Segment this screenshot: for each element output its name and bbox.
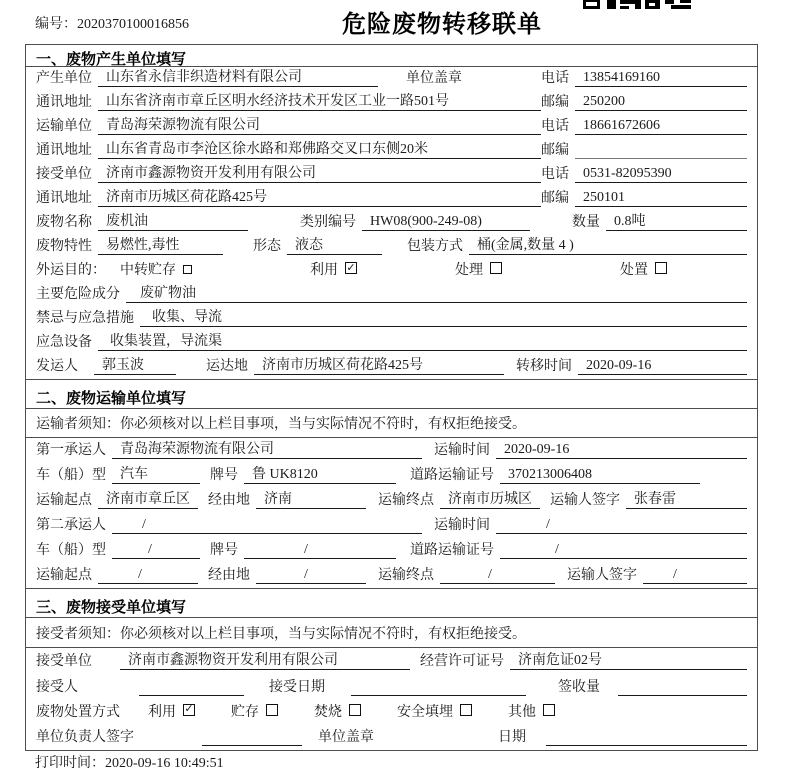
checkbox-icon [460,704,472,716]
producer-phone-value: 13854169160 [575,70,747,87]
producer-unit-value: 山东省永信非织造材料有限公司 [98,66,378,87]
disposal-option-utilize [148,701,195,721]
disposal-option-incinerate [314,701,361,721]
road-permit-2-value: / [500,542,747,559]
date-value [546,745,747,746]
field-label: 运输单位 [36,119,92,134]
receiver-phone-value: 0531-82095390 [575,166,747,183]
date-label: 日期 [498,730,526,745]
transfer-time-label: 转移时间 [516,359,572,374]
checkbox-icon [543,704,555,716]
left-group [36,138,541,159]
transport-time-label: 运输时间 [434,518,490,533]
zip-label: 邮编 [541,95,569,110]
plate-label: 牌号 [210,543,238,558]
zip-label: 邮编 [541,191,569,206]
hazard-component-value: 废矿物油 [126,282,747,303]
plate-value: 鲁 UK8120 [244,463,396,484]
category-code-value: HW08(900-249-08) [362,214,530,231]
transport-unit-value: 青岛海荣源物流有限公司 [98,114,541,135]
waste-name-value: 废机油 [98,210,248,231]
checkbox-label: 贮存 [231,704,259,720]
field-label: 接受人 [36,680,78,695]
route-end-label: 运输终点 [378,568,434,583]
disposal-option-other [508,701,555,721]
purpose-option-storage [120,259,192,279]
road-permit-value: 370213006408 [500,467,700,484]
field-label: 接受单位 [36,654,92,669]
field-label: 第二承运人 [36,518,106,533]
transport-time-value: 2020-09-16 [496,442,747,459]
field-label: 运输起点 [36,568,92,583]
row-first-carrier [26,438,757,463]
row-hazard-component [26,283,757,307]
purpose-option-treat [455,259,502,279]
print-time-value: 2020-09-16 10:49:51 [105,756,224,768]
route-start-2-value: / [98,567,198,584]
destination-label: 运达地 [206,359,248,374]
field-label: 通讯地址 [36,95,92,110]
row-emergency-equipment [26,331,757,355]
route-start-value: 济南市章丘区 [98,488,198,509]
checkbox-label: 中转贮存 [120,263,176,278]
quantity-label: 数量 [572,215,600,230]
checkbox-label: 利用 [148,704,176,720]
field-label: 通讯地址 [36,143,92,158]
quantity-value: 0.8吨 [606,210,747,231]
unit-seal-label: 单位盖章 [406,71,462,86]
field-label: 车（船）型 [36,543,106,558]
field-label: 废物处置方式 [36,704,120,720]
phone-label: 电话 [541,71,569,86]
field-label: 废物特性 [36,239,92,254]
row-route-1 [26,488,757,513]
field-label: 单位负责人签字 [36,730,134,745]
receiver-notice: 接受者须知：你必须核对以上栏目事项，当与实际情况不符时，有权拒绝接受。 [26,618,757,648]
route-end-2-value: / [440,567,555,584]
field-label: 运输起点 [36,493,92,508]
serial-number-line [35,13,189,33]
row-consignor [26,355,757,379]
checkbox-label: 处置 [620,263,648,278]
transfer-time-value: 2020-09-16 [578,358,747,375]
transport-time-label: 运输时间 [434,443,490,458]
disposal-option-store [231,701,278,721]
row-producer-address [26,91,757,115]
left-group [36,186,541,207]
responsible-sign-value [202,745,302,746]
transport-phone-value: 18661672606 [575,118,747,135]
receive-unit-value: 济南市鑫源物资开发利用有限公司 [120,649,410,670]
field-label: 第一承运人 [36,443,106,458]
row-waste-name [26,211,757,235]
row-receiver-address [26,187,757,211]
phone-label: 电话 [541,167,569,182]
field-label: 废物名称 [36,215,92,230]
section-transporter [26,379,757,588]
transport-address-value: 山东省青岛市李沧区徐水路和郑佛路交叉口东侧20米 [98,138,541,159]
serial-label: 编号： [35,17,77,32]
serial-value: 2020370100016856 [77,17,189,32]
carrier-sign-label: 运输人签字 [550,493,620,508]
receiver-zip-value: 250101 [575,190,747,207]
first-carrier-value: 青岛海荣源物流有限公司 [112,438,422,459]
checkbox-label: 处理 [455,263,483,278]
field-label: 禁忌与应急措施 [36,311,134,326]
section-receiver-title: 三、废物接受单位填写 [26,588,757,618]
via-label: 经由地 [208,568,250,583]
row-transport-address [26,139,757,163]
row-receive-unit [26,648,757,674]
left-group [36,90,541,111]
field-label: 主要危险成分 [36,287,120,302]
field-label: 外运目的： [36,263,106,278]
receive-date-value [351,695,526,696]
qr-code-partial-icon [583,0,691,11]
row-second-carrier [26,513,757,538]
phone-label: 电话 [541,119,569,134]
section-producer [26,45,757,379]
carrier-sign-label: 运输人签字 [567,568,637,583]
checkbox-label: 其他 [508,704,536,720]
row-receive-person [26,674,757,700]
row-disposal-method [26,700,757,725]
field-label: 发运人 [36,359,78,374]
zip-label: 邮编 [541,143,569,158]
checkbox-icon [655,262,667,274]
checkbox-label: 焚烧 [314,704,342,720]
section-receiver [26,588,757,750]
row-vehicle-type-1 [26,463,757,488]
receiver-address-value: 济南市历城区荷花路425号 [98,186,541,207]
field-label: 产生单位 [36,71,92,86]
waste-property-value: 易燃性,毒性 [98,234,223,255]
section-transporter-title: 二、废物运输单位填写 [26,379,757,409]
category-code-label: 类别编号 [300,215,356,230]
row-waste-property [26,235,757,259]
row-responsible-sign [26,725,757,750]
via-2-value: / [256,567,366,584]
plate-label: 牌号 [210,468,238,483]
form-state-value: 液态 [287,234,382,255]
received-qty-label: 签收量 [558,680,600,695]
purpose-option-utilize [310,259,357,279]
checkbox-checked-icon [183,704,195,716]
transport-zip-value [575,158,747,159]
row-transport-unit [26,115,757,139]
receive-person-value [139,695,244,696]
second-carrier-value: / [112,517,422,534]
checkbox-icon [266,704,278,716]
disposal-option-landfill [397,701,472,721]
vehicle-type-value: 汽车 [112,463,200,484]
row-vehicle-type-2 [26,538,757,563]
packaging-label: 包装方式 [407,239,463,254]
receive-date-label: 接受日期 [269,680,325,695]
vehicle-type-2-value: / [112,542,200,559]
route-end-value: 济南市历城区 [440,488,540,509]
left-group [36,66,541,87]
page-title: 危险废物转移联单 [342,12,542,38]
packaging-value: 桶(金属,数量 4 ) [469,234,747,255]
manifest-form [25,44,758,751]
checkbox-icon [490,262,502,274]
check-mark: ✓ [346,261,356,274]
via-label: 经由地 [208,493,250,508]
destination-value: 济南市历城区荷花路425号 [254,354,504,375]
checkbox-label: 利用 [310,263,338,278]
row-receiver-unit [26,163,757,187]
carrier-sign-value: 张春雷 [626,488,747,509]
row-emergency-measures [26,307,757,331]
license-value: 济南危证02号 [510,649,747,670]
checkbox-checked-icon [345,262,357,274]
left-group [36,162,541,183]
producer-zip-value: 250200 [575,94,747,111]
checkbox-icon [349,704,361,716]
route-end-label: 运输终点 [378,493,434,508]
plate-2-value: / [244,542,396,559]
field-label: 接受单位 [36,167,92,182]
section-producer-title: 一、废物产生单位填写 [26,45,757,67]
purpose-option-dispose [620,259,667,279]
receiver-unit-value: 济南市鑫源物资开发利用有限公司 [98,162,541,183]
check-mark: ✓ [184,703,194,715]
transport-time-2-value: / [496,517,747,534]
license-label: 经营许可证号 [420,654,504,669]
producer-address-value: 山东省济南市章丘区明水经济技术开发区工业一路501号 [98,90,541,111]
emergency-measures-value: 收集、导流 [140,306,747,327]
checkbox-icon [183,265,192,274]
checkbox-label: 安全填埋 [397,704,453,720]
via-value: 济南 [256,488,366,509]
row-route-2 [26,563,757,588]
row-producer-unit [26,67,757,91]
form-state-label: 形态 [253,239,281,254]
field-label: 通讯地址 [36,191,92,206]
received-qty-value [618,695,747,696]
road-permit-label: 道路运输证号 [410,543,494,558]
field-label: 应急设备 [36,335,92,350]
row-transfer-purpose [26,259,757,283]
carrier-sign-2-value: / [643,567,747,584]
print-time-line [35,752,224,768]
consignor-value: 郭玉波 [94,354,176,375]
print-time-label: 打印时间： [35,756,105,768]
unit-seal-label: 单位盖章 [318,730,374,745]
transporter-notice: 运输者须知：你必须核对以上栏目事项，当与实际情况不符时，有权拒绝接受。 [26,409,757,438]
field-label: 车（船）型 [36,468,106,483]
road-permit-label: 道路运输证号 [410,468,494,483]
emergency-equipment-value: 收集装置，导流渠 [98,330,747,351]
left-group [36,114,541,135]
